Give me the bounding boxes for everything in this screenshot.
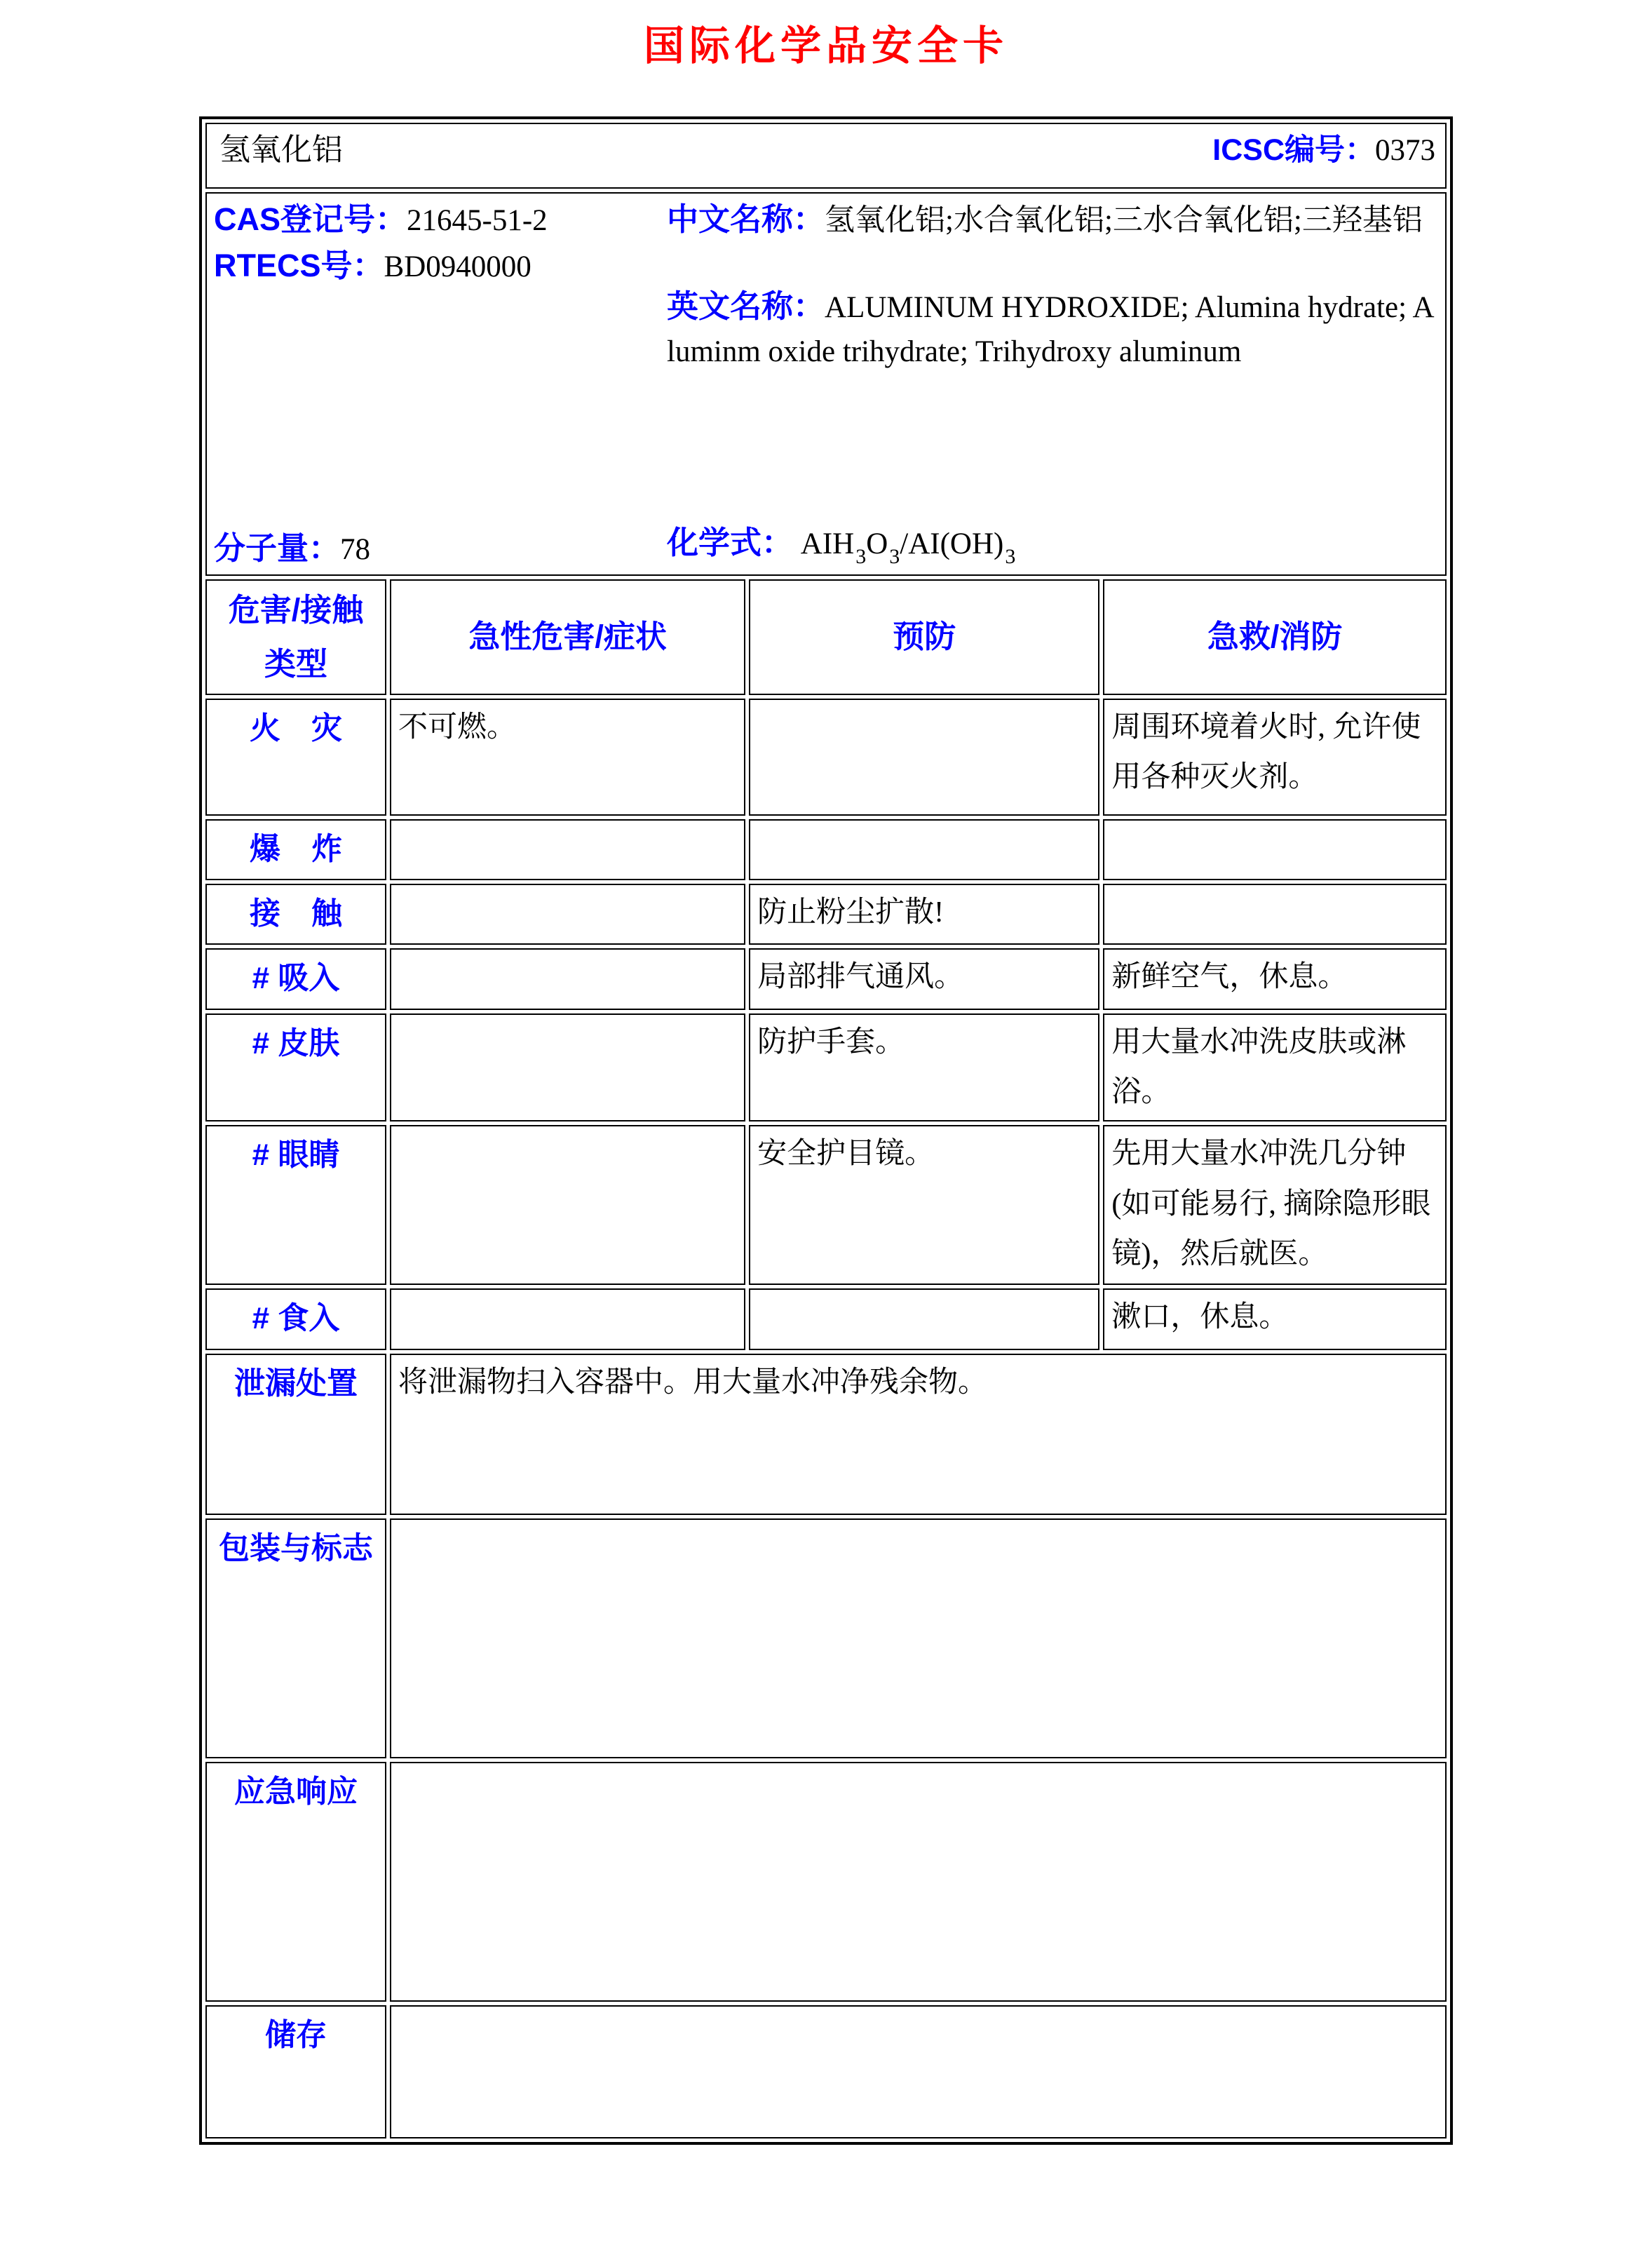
eyes-first-aid-cell: 先用大量水冲洗几分钟(如可能易行, 摘除隐形眼镜)，然后就医。 bbox=[1103, 1125, 1447, 1285]
table-row-eyes bbox=[205, 1125, 1447, 1285]
explosion-symptoms-cell bbox=[390, 819, 745, 880]
english-name-label: 英文名称： bbox=[667, 288, 825, 325]
contact-first-aid-cell bbox=[1103, 884, 1447, 945]
table-row-storage bbox=[205, 2005, 1447, 2138]
ingestion-first-aid-cell: 漱口，休息。 bbox=[1103, 1288, 1447, 1350]
ingestion-symptoms-cell bbox=[390, 1288, 745, 1350]
table-row-ingestion bbox=[205, 1288, 1447, 1350]
identity-left-column bbox=[214, 196, 667, 572]
explosion-first-aid-cell bbox=[1103, 819, 1447, 880]
skin-prevention-cell: 防护手套。 bbox=[749, 1013, 1099, 1122]
identity-right-column bbox=[667, 196, 1438, 572]
molecular-weight-line bbox=[214, 525, 667, 572]
cas-number-line bbox=[214, 196, 667, 243]
packaging-labeling-content-cell bbox=[390, 1518, 1447, 1758]
row-label-inhalation: # 吸入 bbox=[252, 960, 340, 995]
skin-first-aid-cell: 用大量水冲洗皮肤或淋浴。 bbox=[1103, 1013, 1447, 1122]
fire-first-aid-cell: 周围环境着火时, 允许使用各种灭火剂。 bbox=[1103, 699, 1447, 816]
chinese-name-line bbox=[667, 196, 1438, 243]
page-title: 国际化学品安全卡 bbox=[643, 23, 1008, 69]
row-label-skin: # 皮肤 bbox=[252, 1025, 340, 1060]
row-label-eyes: # 眼睛 bbox=[252, 1138, 340, 1173]
chinese-name-value: 氢氧化铝;水合氧化铝;三水合氧化铝;三羟基铝 bbox=[825, 204, 1423, 237]
table-row-skin bbox=[205, 1013, 1447, 1122]
table-row-fire bbox=[205, 699, 1447, 816]
eyes-prevention-cell: 安全护目镜。 bbox=[749, 1125, 1099, 1285]
rtecs-number-line bbox=[214, 243, 667, 289]
skin-symptoms-cell bbox=[390, 1013, 745, 1122]
row-label-storage: 储存 bbox=[264, 2018, 327, 2053]
row-label-spill-disposal: 泄漏处置 bbox=[233, 1366, 358, 1401]
chemical-formula-value: $AIH_3O_3/AI(OH)_3$ bbox=[800, 527, 1016, 568]
icsc-number-pair bbox=[1212, 128, 1438, 174]
row-label-packaging-labeling: 包装与标志 bbox=[218, 1531, 373, 1566]
inhalation-first-aid-cell: 新鲜空气，休息。 bbox=[1103, 948, 1447, 1010]
table-row-packaging-labeling bbox=[205, 1518, 1447, 1758]
eyes-symptoms-cell bbox=[390, 1125, 745, 1285]
emergency-response-content-cell bbox=[390, 1762, 1447, 2002]
row-label-fire: 火 灾 bbox=[249, 711, 342, 746]
row-label-explosion: 爆 炸 bbox=[249, 832, 342, 866]
english-name-line bbox=[667, 283, 1438, 374]
storage-content-cell bbox=[390, 2005, 1447, 2138]
col-header-prevention: 预防 bbox=[893, 619, 956, 655]
icsc-number-label: ICSC编号： bbox=[1212, 133, 1375, 167]
col-header-symptoms: 急性危害/症状 bbox=[468, 619, 667, 655]
table-row-explosion bbox=[205, 819, 1447, 880]
explosion-prevention-cell bbox=[749, 819, 1099, 880]
chemical-formula-line bbox=[667, 520, 1438, 572]
ingestion-prevention-cell bbox=[749, 1288, 1099, 1350]
fire-symptoms-cell: 不可燃。 bbox=[390, 699, 745, 816]
english-name-value: ALUMINUM HYDROXIDE; Alumina hydrate; Aluminm oxide trihydrate; Trihydroxy aluminum bbox=[667, 291, 1435, 368]
row-label-emergency-response: 应急响应 bbox=[233, 1774, 358, 1810]
inhalation-symptoms-cell bbox=[390, 948, 745, 1010]
substance-name: 氢氧化铝 bbox=[219, 133, 343, 167]
identity-row bbox=[205, 192, 1447, 576]
rtecs-number-value: BD0940000 bbox=[384, 250, 532, 284]
row-label-contact: 接 触 bbox=[249, 896, 342, 931]
table-row-spill-disposal bbox=[205, 1354, 1447, 1515]
card-header-row bbox=[205, 123, 1447, 189]
table-row-inhalation bbox=[205, 948, 1447, 1010]
table-row-emergency-response bbox=[205, 1762, 1447, 2002]
cas-number-label: CAS登记号： bbox=[214, 201, 407, 237]
table-row-contact bbox=[205, 884, 1447, 945]
fire-prevention-cell bbox=[749, 699, 1099, 816]
col-header-first-aid: 急救/消防 bbox=[1207, 619, 1343, 655]
molecular-weight-label: 分子量： bbox=[214, 530, 341, 566]
inhalation-prevention-cell: 局部排气通风。 bbox=[749, 948, 1099, 1010]
spill-disposal-content-cell: 将泄漏物扫入容器中。用大量水冲净残余物。 bbox=[390, 1354, 1447, 1515]
chemical-formula-label: 化学式： bbox=[667, 524, 794, 560]
icsc-card-table bbox=[199, 116, 1453, 2145]
rtecs-number-label: RTECS号： bbox=[214, 248, 384, 284]
row-label-ingestion: # 食入 bbox=[252, 1301, 340, 1336]
col-header-hazard-type: 危害/接触类型 bbox=[228, 592, 364, 682]
icsc-number-value: 0373 bbox=[1375, 134, 1435, 167]
cas-number-value: 21645-51-2 bbox=[407, 204, 548, 237]
contact-prevention-cell: 防止粉尘扩散! bbox=[749, 884, 1099, 945]
chinese-name-label: 中文名称： bbox=[667, 201, 825, 237]
molecular-weight-value: 78 bbox=[340, 532, 371, 566]
hazard-table-header-row bbox=[205, 579, 1447, 695]
contact-symptoms-cell bbox=[390, 884, 745, 945]
